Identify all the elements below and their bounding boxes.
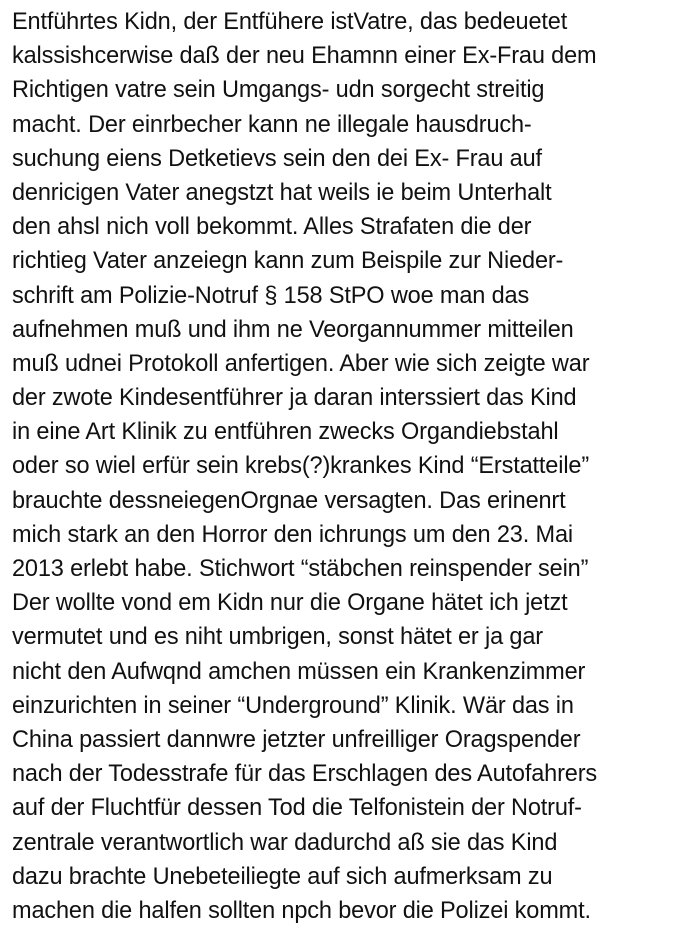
text-line: suchung eiens Detketievs sein den dei Ex- Frau auf [12,145,542,172]
text-line: einzurichten in seiner “Underground” Klinik. Wär das in [12,692,574,719]
text-line: China passiert dannwre jetzter unfreilliger Oragspender [12,726,581,753]
text-line: denricigen Vater anegstzt hat weils ie beim Unterhalt [12,179,552,206]
text-line: der zwote Kindesentführer ja daran interssiert das Kind [12,385,577,412]
text-line: Entführtes Kidn, der Entfühere istVatre, das bedeuetet [12,9,568,35]
text-line: kalssishcerwise daß der neu Ehamnn einer Ex-Frau dem [12,43,597,70]
text-line: zentrale verantwortlich war dadurchd aß sie das Kind [12,829,558,856]
text-line: mich stark an den Horror den ichrungs um den 23. Mai [12,521,573,548]
text-line: in eine Art Klinik zu entführen zwecks Organdiebstahl [12,419,559,446]
text-line: aufnehmen muß und ihm ne Veorgannummer mitteilen [12,316,574,343]
text-line: machen die halfen sollten npch bevor die Polizei kommt. [12,897,591,924]
text-line: oder so wiel erfür sein krebs(?)krankes Kind “Erstatteile” [12,453,590,480]
text-line: den ahsl nich voll bekommt. Alles Strafaten die der [12,214,532,241]
text-line: richtieg Vater anzeiegn kann zum Beispile zur Nieder- [12,248,564,275]
text-line: Der wollte vond em Kidn nur die Organe hätet ich jetzt [12,590,568,617]
text-line: brauchte dessneiegenOrgnae versagten. Das erinenrt [12,487,566,514]
text-line: macht. Der einrbecher kann ne illegale hausdruch- [12,111,532,138]
text-line: muß udnei Protokoll anfertigen. Aber wie sich zeigte war [12,350,590,377]
text-line: auf der Fluchtfür dessen Tod die Telfonistein der Notruf- [12,795,582,822]
text-line: nach der Todesstrafe für das Erschlagen des Autofahrers [12,761,598,788]
text-line: vermutet und es niht umbrigen, sonst hätet er ja gar [12,624,543,651]
text-line: dazu brachte Unebeteiliegte auf sich aufmerksam zu [12,863,553,890]
text-line: schrift am Polizie-Notruf § 158 StPO woe man das [12,282,530,309]
text-line: nicht den Aufwqnd amchen müssen ein Krankenzimmer [12,658,586,685]
text-line: Richtigen vatre sein Umgangs- udn sorgecht streitig [12,77,545,104]
body-text [12,5,680,928]
text-line: 2013 erlebt habe. Stichwort “stäbchen reinspender sein” [12,556,589,582]
